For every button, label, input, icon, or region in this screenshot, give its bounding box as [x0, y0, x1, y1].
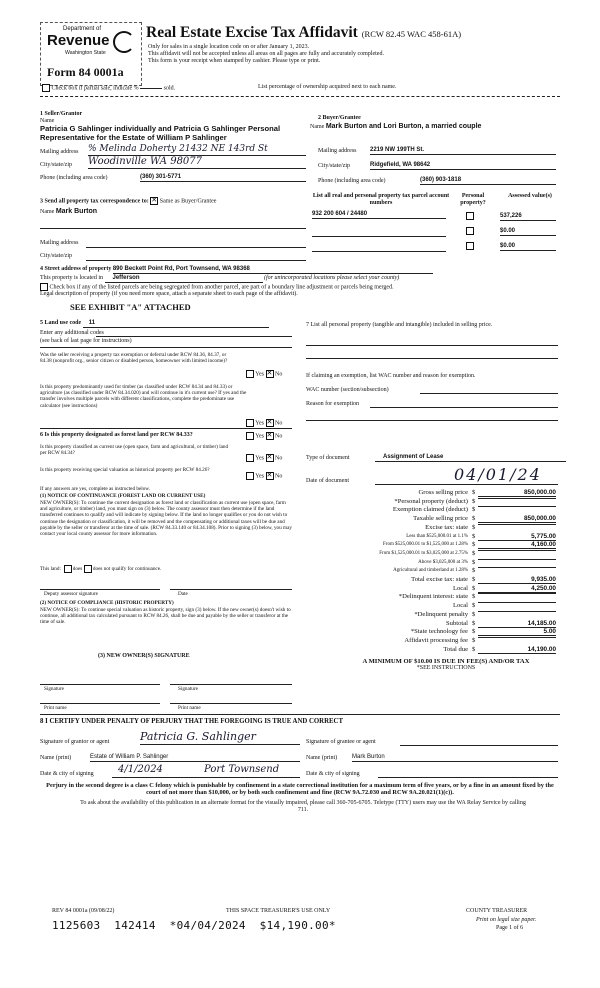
forest-question: [40, 432, 193, 439]
dollar-sign: $: [472, 628, 476, 636]
correspondence-name-row: [40, 208, 97, 216]
timber-question: Is this property predominantly used for timber (as classified under RCW 84.34 and 84.33) or agriculture (as classified under RCW 84.34.020) and will continue in it's current use? If yes and the transfer involves multiple parcels with different classifications, complete the predominate use calculator (see instructions): [40, 384, 247, 409]
calc-label: *Personal property (deduct): [394, 497, 468, 505]
buyer-city-label: City/state/zip: [318, 163, 350, 169]
type-document-row: [306, 455, 350, 462]
dollar-sign: $: [472, 576, 476, 583]
grantor-signature-label: Signature of grantor or agent: [40, 739, 110, 745]
correspondence-name-label: Name: [40, 209, 55, 215]
seller-city: Woodinville WA 98077: [88, 156, 306, 169]
dept-line1: Department of: [63, 26, 102, 32]
calc-value: [478, 524, 556, 525]
unincorporated-note: (for unincorporated locations please select your county): [264, 275, 400, 281]
dollar-sign: $: [472, 532, 476, 540]
dollar-sign: $: [472, 619, 476, 627]
continuance-text: NEW OWNER(S): To continue the current designation as forest land or classification as current use (open space, farm and agriculture, or timber) land, you must sign on (3) below. The county assessor must then determine if the land transferred continues to qualify and will indicate by signing below. If the land no longer qualifies or you do not wish to continue the designation or classification, it will be removed and the compensating or additional taxes will be due and payable by the seller or transferor at the time of sale. (RCW 84.33.140 or 84.34.108). Prior to signing (3) below, you may contact your local county assessor for more information.: [40, 500, 292, 538]
dollar-sign: $: [472, 593, 476, 601]
header-line2: This affidavit will not be accepted unless all areas on all pages are fully and accurately completed.: [148, 51, 384, 57]
partial-sale-row: [42, 84, 175, 92]
seller-city-label: City/state/zip: [40, 162, 72, 168]
yes-label: Yes: [255, 420, 265, 427]
does-not-checkbox[interactable]: [84, 565, 92, 573]
see-back-label: (see back of last page for instructions): [40, 338, 132, 344]
parcels-col3: Assessed value(s): [508, 193, 552, 199]
dollar-sign: $: [472, 567, 476, 575]
seller-name-label: Name: [40, 118, 55, 124]
minimum-due-note: A MINIMUM OF $10.00 IS DUE IN FEE(S) AND/OR TAX: [362, 658, 530, 665]
q2-no-checkbox[interactable]: ✕: [266, 418, 273, 426]
revision-number: REV 84 0001a (09/08/22): [52, 908, 115, 914]
land-use-code: 11: [83, 320, 269, 328]
property-address-row: [40, 266, 433, 274]
q4-no-checkbox[interactable]: ✕: [266, 453, 273, 461]
no-label: No: [275, 371, 283, 378]
calc-label: *State technology fee: [410, 628, 468, 636]
parcel-value-3: $0.00: [500, 243, 556, 251]
ownership-note: List percentage of ownership acquired next to each name.: [258, 84, 397, 90]
calc-label: Total due: [443, 645, 468, 653]
q2-yes-no: [246, 419, 282, 427]
calc-label: Less than $525,000.01 at 1.1%: [406, 533, 468, 539]
department-logo-box: [40, 22, 142, 86]
seller-phone-label: Phone (including area code): [40, 175, 108, 181]
q3-yes-checkbox[interactable]: [246, 432, 254, 440]
no-label: No: [275, 473, 283, 480]
q5-no-checkbox[interactable]: ✕: [266, 471, 273, 479]
partial-sale-label: Check box if partial sale, indicate %: [51, 85, 139, 92]
dollar-sign: $: [472, 515, 476, 523]
parcel-value-2: $0.00: [500, 228, 556, 236]
dollar-sign: $: [472, 541, 476, 549]
personal-property-checkbox-2[interactable]: [466, 227, 474, 235]
buyer-name: Mark Burton and Lori Burton, a married couple: [325, 123, 482, 130]
date-document-value: 04/01/24: [454, 465, 542, 484]
calc-value: [478, 550, 556, 551]
same-as-buyer-label: Same as Buyer/Grantee: [159, 198, 217, 205]
calc-value: 4,250.00: [478, 585, 556, 593]
correspondence-name: Mark Burton: [55, 208, 98, 215]
land-use-heading: 5 Land use code: [40, 320, 82, 326]
seller-name: Patricia G Sahlinger individually and Patricia G Sahlinger Personal Representative for the Estate of William P Sahlinger: [40, 124, 281, 142]
calc-label: From $525,000.01 to $1,525,000 at 1.28%: [383, 542, 468, 548]
this-land-label: This land:: [40, 566, 61, 573]
calc-value: 5.00: [478, 628, 556, 636]
continuance-heading: (1) NOTICE OF CONTINUANCE (FOREST LAND OR CURRENT USE): [40, 493, 206, 499]
segregated-label: Check box if any of the listed parcels are being segregated from another parcel, are part of a boundary line adjustment or parcels being merged.: [49, 284, 394, 291]
this-land-row: [40, 565, 161, 573]
does-label: does: [72, 566, 83, 573]
yes-label: Yes: [255, 473, 265, 480]
calc-value: 850,000.00: [478, 515, 556, 523]
calc-label: Local: [452, 584, 468, 592]
buyer-mailing: 2219 NW 199TH St.: [370, 147, 556, 155]
header-line3: This form is your receipt when stamped by cashier. Please type or print.: [148, 58, 321, 64]
wac-number-label: WAC number (section/subsection): [306, 387, 389, 393]
calc-value: 4,160.00: [478, 541, 556, 549]
dollar-sign: $: [472, 558, 476, 566]
correspondence-city-label: City/state/zip: [40, 253, 72, 259]
calc-value: 14,185.00: [478, 620, 556, 628]
buyer-name-row: [310, 123, 481, 131]
title-text: Real Estate Excise Tax Affidavit: [146, 24, 358, 41]
owner-print-name-2: Print name: [178, 705, 201, 711]
calc-label: Local: [452, 602, 468, 610]
grantor-signature: Patricia G. Sahlinger: [140, 729, 300, 745]
historic-heading: (2) NOTICE OF COMPLIANCE (HISTORIC PROPERTY): [40, 600, 174, 606]
dollar-sign: $: [472, 549, 476, 557]
calc-label: Gross selling price: [418, 489, 468, 496]
treasurer-stamp: 1125603 142414 *04/04/2024 $14,190.00*: [52, 919, 336, 932]
header-line1: Only for sales in a single location code on or after January 1, 2023.: [148, 44, 310, 50]
see-instructions-note: *SEE INSTRUCTIONS: [416, 665, 476, 671]
grantor-date-label: Date & city of signing: [40, 771, 94, 777]
exemption-question: Was the seller receiving a property tax exemption or deferral under RCW 84.36, 84.37, or 84.38 (nonprofit org., senior citizen or disabled person, homeowner with limited income)?: [40, 352, 228, 365]
calc-label: Excise tax: state: [425, 523, 468, 531]
personal-property-heading: 7 List all personal property (tangible and intangible) included in selling price.: [306, 322, 493, 328]
dollar-sign: $: [472, 497, 476, 505]
seller-heading: 1 Seller/Grantor: [40, 111, 83, 117]
no-label: No: [275, 420, 283, 427]
calc-value: 14,190.00: [478, 646, 556, 654]
parcels-col1: List all real and personal property tax parcel account numbers: [312, 193, 450, 206]
sold-label: sold.: [163, 85, 176, 92]
new-owner-signature-heading: (3) NEW OWNER(S) SIGNATURE: [98, 653, 190, 659]
yes-label: Yes: [255, 433, 265, 440]
q1-yes-checkbox[interactable]: [246, 370, 254, 378]
county-treasurer: COUNTY TREASURER: [466, 908, 528, 914]
owner-print-name-1: Print name: [44, 705, 67, 711]
calc-value: [478, 506, 556, 507]
dollar-sign: $: [472, 602, 476, 610]
calc-value: 850,000.00: [478, 489, 556, 497]
calc-label: Total excise tax: state: [411, 576, 468, 583]
calc-value: [478, 567, 556, 568]
grantee-signature-label: Signature of grantee or agent: [306, 739, 376, 745]
historic-question: Is this property receiving special valuation as historical property per RCW 84.26?: [40, 467, 210, 473]
calc-value: [478, 602, 556, 603]
calc-label: *Delinquent interest: state: [398, 593, 468, 601]
exhibit-text: SEE EXHIBIT "A" ATTACHED: [70, 302, 191, 312]
grantor-date: 4/1/2024: [118, 764, 163, 775]
correspondence-heading: 3 Send all property tax correspondence to:: [40, 198, 149, 205]
grantee-name: Mark Burton: [352, 754, 558, 762]
forest-heading: 6 Is this property designated as forest land per RCW 84.33?: [40, 432, 193, 438]
type-document-value: Assignment of Lease: [375, 454, 566, 462]
seller-mailing: % Melinda Doherty 21432 NE 143rd St: [88, 143, 306, 156]
calc-label: *Delinquent penalty: [414, 610, 468, 618]
q1-no-checkbox[interactable]: ✕: [266, 369, 273, 377]
property-heading: 4 Street address of property: [40, 266, 112, 272]
property-located-row: [40, 275, 399, 283]
calc-value: [478, 637, 556, 638]
dollar-sign: $: [472, 610, 476, 618]
treasurer-use-only: THIS SPACE TREASURER'S USE ONLY: [226, 908, 331, 914]
dept-line3: Washington State: [65, 50, 106, 56]
legal-size-note: [476, 917, 536, 924]
owner-signature-label-1: Signature: [44, 686, 64, 692]
exemption-reason-label: Reason for exemption: [306, 401, 359, 407]
owner-signature-label-2: Signature: [178, 686, 198, 692]
calc-label: Subtotal: [446, 619, 468, 627]
seller-mailing-label: Mailing address: [40, 149, 79, 155]
wac-claim-label: If claiming an exemption, list WAC number and reason for exemption.: [306, 373, 476, 379]
property-county: Jefferson: [105, 275, 263, 283]
date-document-label: Date of document: [306, 478, 349, 484]
q5-yes-no: [246, 472, 282, 480]
yes-label: Yes: [255, 371, 265, 378]
page-number: Page 1 of 6: [496, 925, 524, 931]
q3-yes-no: [246, 432, 282, 440]
q4-yes-checkbox[interactable]: [246, 454, 254, 462]
revenue-logo-icon: [113, 31, 135, 53]
type-document-label: Type of document: [306, 455, 350, 461]
buyer-city: Ridgefield, WA 98642: [370, 162, 556, 170]
partial-sale-checkbox[interactable]: [42, 84, 50, 92]
buyer-mailing-label: Mailing address: [318, 148, 357, 154]
calc-value: [478, 611, 556, 612]
legal-size-text: Print on legal size paper.: [476, 917, 537, 923]
seller-phone: (360) 301-5771: [140, 174, 306, 182]
form-title: [146, 24, 461, 42]
correspondence-mailing-label: Mailing address: [40, 240, 79, 246]
calc-label: Agricultural and timberland at 1.28%: [393, 568, 468, 574]
historic-text: NEW OWNER(S): To continue special valuation as historic property, sign (3) below. If the new owner(s) doesn't wish to continue, all additional tax calculated pursuant to RCW 84.26, shall be due and payable by the seller or transferor at the time of sale.: [40, 607, 291, 626]
parcels-col2: Personal property?: [460, 193, 486, 206]
segregated-checkbox[interactable]: [40, 283, 48, 291]
same-as-buyer-checkbox[interactable]: ✕: [151, 196, 158, 204]
additional-codes-label: Enter any additional codes: [40, 330, 104, 336]
deputy-date-label: Date: [178, 591, 188, 597]
land-use-row: [40, 320, 269, 328]
personal-property-checkbox-1[interactable]: [466, 212, 474, 220]
q3-no-checkbox[interactable]: ✕: [266, 431, 273, 439]
yes-label: Yes: [255, 455, 265, 462]
dollar-sign: $: [472, 489, 476, 496]
dollar-sign: $: [472, 636, 476, 644]
dept-revenue: Revenue: [47, 32, 110, 49]
parcel-value-1: 537,226: [500, 213, 556, 221]
calc-value: [478, 498, 556, 499]
grantor-name-label: Name (print): [40, 755, 72, 761]
parcel-number-1: 932 200 604 / 24480: [312, 211, 446, 219]
calc-value: [478, 559, 556, 560]
header: [40, 22, 560, 90]
buyer-name-label: Name: [310, 124, 325, 130]
dollar-sign: $: [472, 645, 476, 653]
dollar-sign: $: [472, 506, 476, 514]
calc-label: Taxable selling price: [413, 515, 468, 523]
availability-notice: To ask about the availability of this publication in an alternate format for the visually impaired, please call 360-705-6705. Teletype (TTY) users may use the WA Relay Service by calling 711.: [80, 800, 526, 814]
no-label: No: [275, 433, 283, 440]
current-use-question: Is this property classified as current use (open space, farm and agricultural, or timber) land per RCW 84.34?: [40, 444, 229, 457]
property-address: 890 Beckett Point Rd, Port Townsend, WA 98368: [113, 266, 433, 274]
calc-value: 5,775.00: [478, 533, 556, 541]
q2-yes-checkbox[interactable]: [246, 419, 254, 427]
located-label: This property is located in: [40, 275, 103, 281]
no-label: No: [275, 455, 283, 462]
calc-value: 9,935.00: [478, 576, 556, 584]
dollar-sign: $: [472, 523, 476, 531]
grantor-name: Estate of William P. Sahlinger: [90, 754, 300, 762]
does-not-label: does not qualify for continuance.: [92, 566, 162, 573]
grantee-name-label: Name (print): [306, 755, 338, 761]
calc-label: Affidavit processing fee: [404, 636, 468, 644]
correspondence-heading-row: [40, 197, 216, 205]
grantor-city: Port Townsend: [204, 764, 280, 775]
calc-label: From $1,525,000.01 to $3,025,000 at 2.75%: [379, 550, 468, 556]
perjury-notice: Perjury in the second degree is a class C felony which is punishable by confinement in a state correctional institution for a maximum term of five years, or by a fine in an amount fixed by the court of not more than $10,000, or by both such confinement and fine (RCW 9A.72.030 and RCW 9A.20.021(1)(c)).: [46, 782, 554, 797]
calc-label: Above $3,025,000 at 3%: [418, 559, 468, 565]
q4-yes-no: [246, 454, 282, 462]
legal-description-label: Legal description of property (if you need more space, attach a separate sheet to each page of the affidavit).: [40, 291, 298, 297]
dollar-sign: $: [472, 584, 476, 592]
does-checkbox[interactable]: [64, 565, 72, 573]
buyer-heading: 2 Buyer/Grantee: [318, 115, 361, 121]
calc-label: Exemption claimed (deduct): [392, 506, 468, 514]
statute-text: (RCW 82.45 WAC 458-61A): [361, 29, 462, 39]
personal-property-checkbox-3[interactable]: [466, 242, 474, 250]
buyer-phone-label: Phone (including area code): [318, 178, 386, 184]
q5-yes-checkbox[interactable]: [246, 472, 254, 480]
certify-heading: 8 I CERTIFY UNDER PENALTY OF PERJURY THAT THE FOREGOING IS TRUE AND CORRECT: [40, 718, 343, 725]
q1-yes-no: [246, 370, 282, 378]
calc-value: [478, 593, 556, 594]
deputy-signature-label: Deputy assessor signature: [44, 591, 98, 597]
grantee-date-label: Date & city of signing: [306, 771, 360, 777]
if-yes-note: If any answers are yes, complete as instructed below.: [40, 486, 151, 492]
form-number: Form 84 0001a: [47, 65, 124, 79]
buyer-phone: (360) 903-1818: [420, 177, 556, 185]
